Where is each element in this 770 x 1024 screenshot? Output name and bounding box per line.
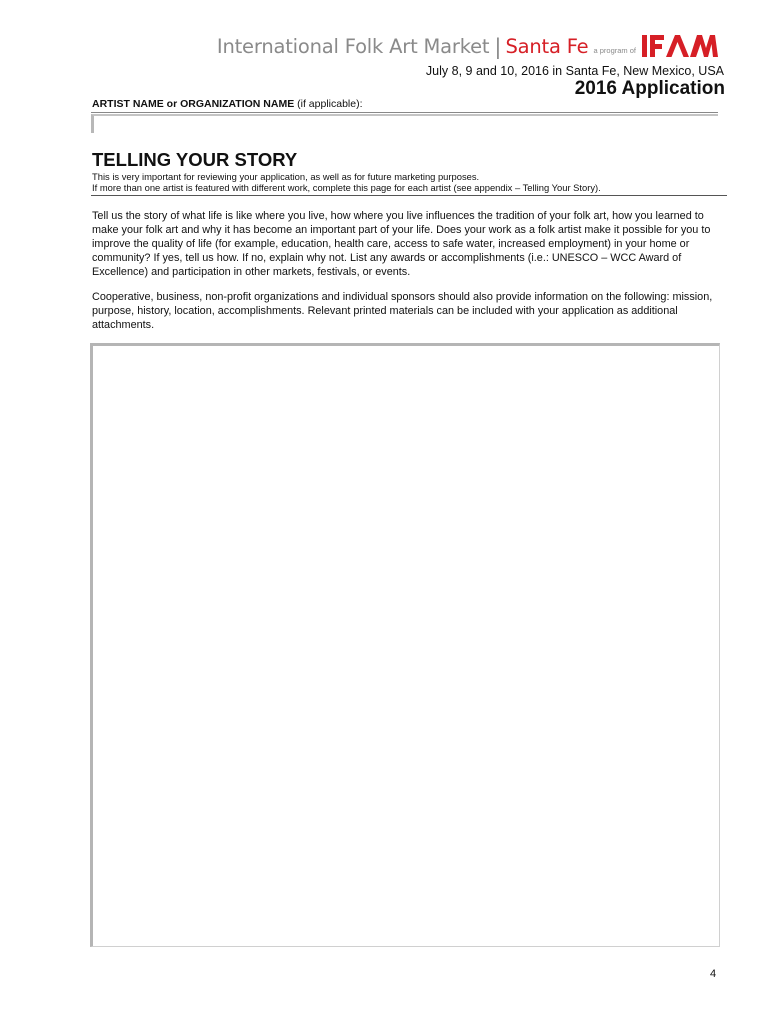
event-dates: July 8, 9 and 10, 2016 in Santa Fe, New Mexico, USA <box>425 64 724 78</box>
story-text-area[interactable] <box>90 343 720 947</box>
instructions-paragraph-1: Tell us the story of what life is like where you live, how where you live influences the tradition of your folk art, how you learned to make your folk art and why it has become an important part of your life. Does your work as a folk artist make it possible for you to improve the quality of life (for example, education, health care, access to safe water, increased employment) in your home or community? If yes, tell us how. If no, explain why not. List any awards or accomplishments (i.e.: UNESCO – WCC Award of Excellence) and participation in other markets, festivals, or events. <box>92 210 711 278</box>
artist-name-rule <box>91 112 718 113</box>
instructions-paragraph-2: Cooperative, business, non-profit organizations and individual sponsors should also provide information on the following: mission, purpose, history, location, accomplishments. Relevant printed materials can be included with your application as additional attachments. <box>92 291 713 331</box>
artist-name-label-bold: ARTIST NAME or ORGANIZATION NAME <box>92 98 295 110</box>
ifam-logo <box>642 34 718 58</box>
application-title: 2016 Application <box>574 78 725 99</box>
artist-name-label <box>92 98 363 110</box>
section-title: TELLING YOUR STORY <box>92 149 298 170</box>
market-name: International Folk Art Market <box>216 35 490 58</box>
artist-name-input[interactable] <box>91 114 718 133</box>
header-brand <box>217 34 718 58</box>
program-of-text: a program of <box>593 46 636 55</box>
section-note-2: If more than one artist is featured with different work, complete this page for each artist (see appendix – Telling Your Story). <box>92 182 601 193</box>
section-note-1: This is very important for reviewing your application, as well as for future marketing purposes. <box>92 171 480 182</box>
artist-name-label-suffix: (if applicable): <box>294 98 363 110</box>
market-city: Santa Fe <box>505 35 589 58</box>
page-number: 4 <box>710 968 717 980</box>
title-separator: | <box>494 35 502 59</box>
section-divider <box>91 195 727 196</box>
